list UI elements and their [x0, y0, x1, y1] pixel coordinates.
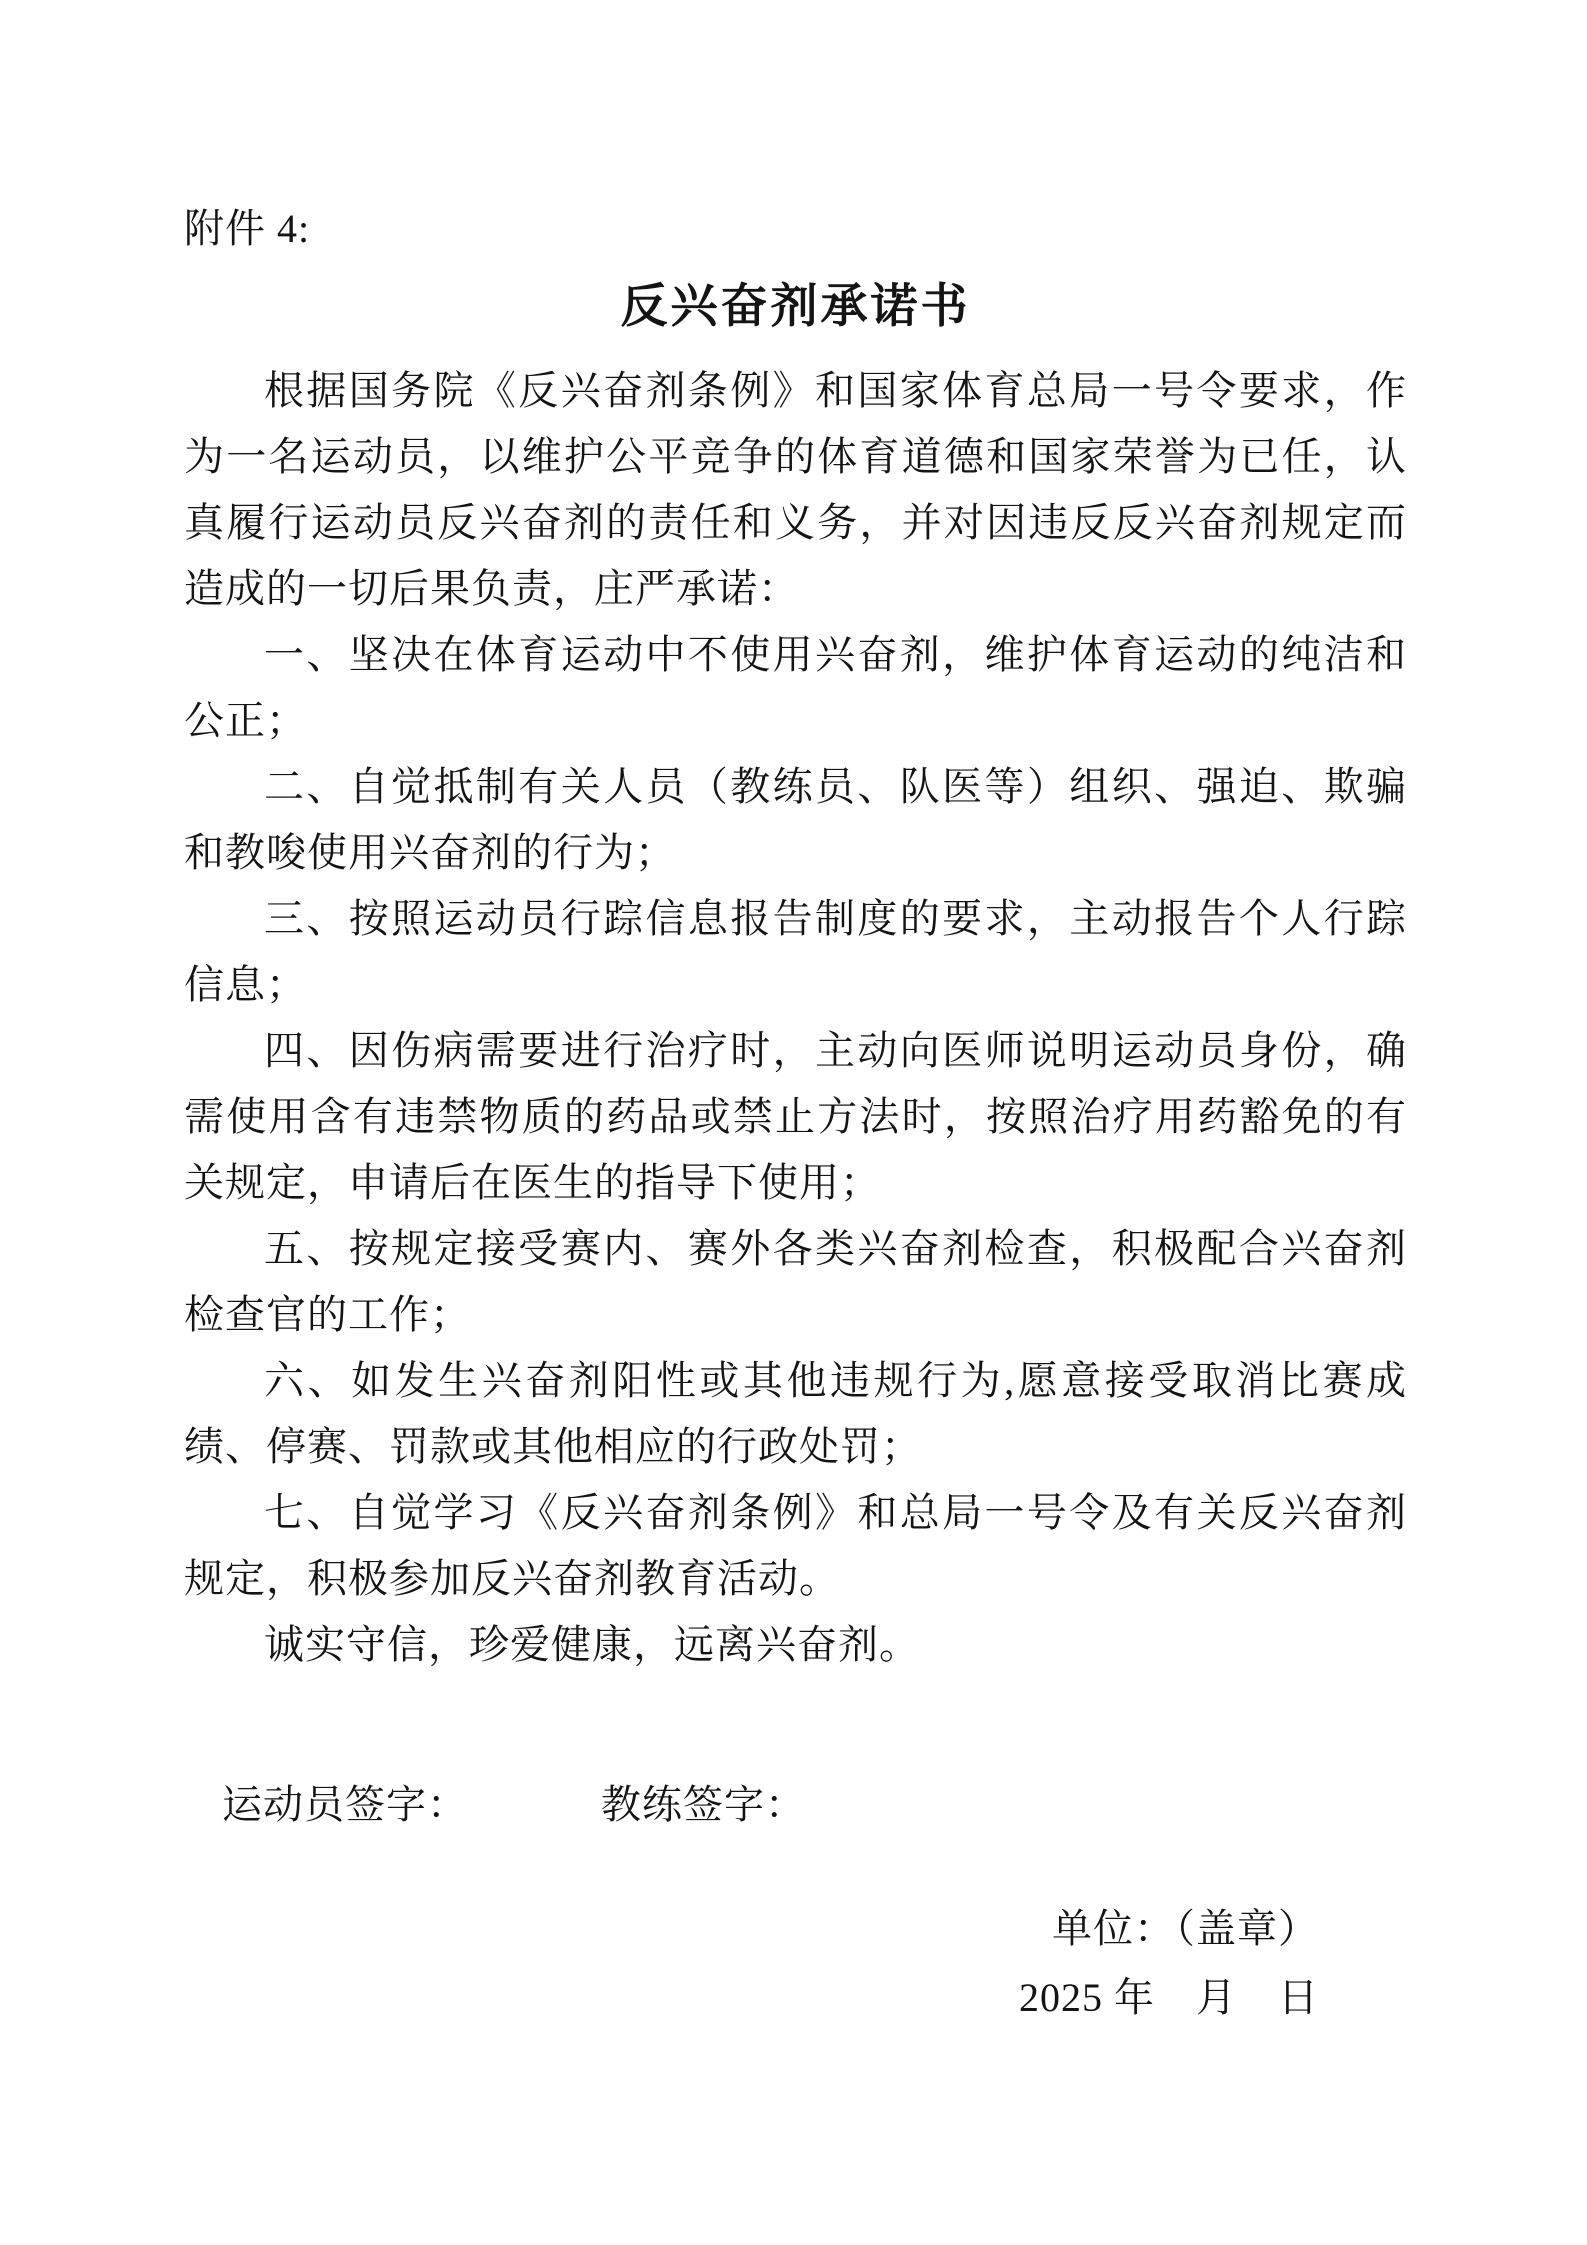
coach-signature-label: 教练签字： — [601, 1782, 806, 1827]
body-paragraph-item-5: 五、按规定接受赛内、赛外各类兴奋剂检查，积极配合兴奋剂检查官的工作； — [184, 1226, 1407, 1337]
body-paragraph-item-7: 七、自觉学习《反兴奋剂条例》和总局一号令及有关反兴奋剂规定，积极参加反兴奋剂教育活动。 — [184, 1490, 1407, 1601]
signature-row — [184, 1772, 1407, 1838]
document-title: 反兴奋剂承诺书 — [620, 281, 971, 333]
date-line: 2025 年 月 日 — [1019, 1975, 1319, 2020]
athlete-signature-label: 运动员签字： — [222, 1782, 468, 1827]
document-footer — [184, 1896, 1407, 2034]
body-paragraph-closing: 诚实守信，珍爱健康，远离兴奋剂。 — [264, 1622, 920, 1667]
body-paragraph-item-1: 一、坚决在体育运动中不使用兴奋剂，维护体育运动的纯洁和公正； — [184, 632, 1407, 743]
body-paragraph-item-6: 六、如发生兴奋剂阳性或其他违规行为,愿意接受取消比赛成绩、停赛、罚款或其他相应的行政处罚； — [184, 1358, 1407, 1469]
body-paragraph-item-2: 二、自觉抵制有关人员（教练员、队医等）组织、强迫、欺骗和教唆使用兴奋剂的行为； — [184, 764, 1407, 875]
attachment-label: 附件 4: — [184, 206, 311, 251]
unit-seal-label: 单位：（盖章） — [1052, 1906, 1319, 1951]
body-paragraph-item-4: 四、因伤病需要进行治疗时，主动向医师说明运动员身份，确需使用含有违禁物质的药品或禁止方法时，按照治疗用药豁免的有关规定，申请后在医生的指导下使用； — [184, 1028, 1407, 1205]
body-paragraph-intro: 根据国务院《反兴奋剂条例》和国家体育总局一号令要求，作为一名运动员，以维护公平竞争的体育道德和国家荣誉为已任，认真履行运动员反兴奋剂的责任和义务，并对因违反反兴奋剂规定而造成的一切后果负责，庄严承诺： — [184, 368, 1407, 611]
body-paragraph-item-3: 三、按照运动员行踪信息报告制度的要求，主动报告个人行踪信息； — [184, 896, 1407, 1007]
document-body — [184, 358, 1407, 1678]
